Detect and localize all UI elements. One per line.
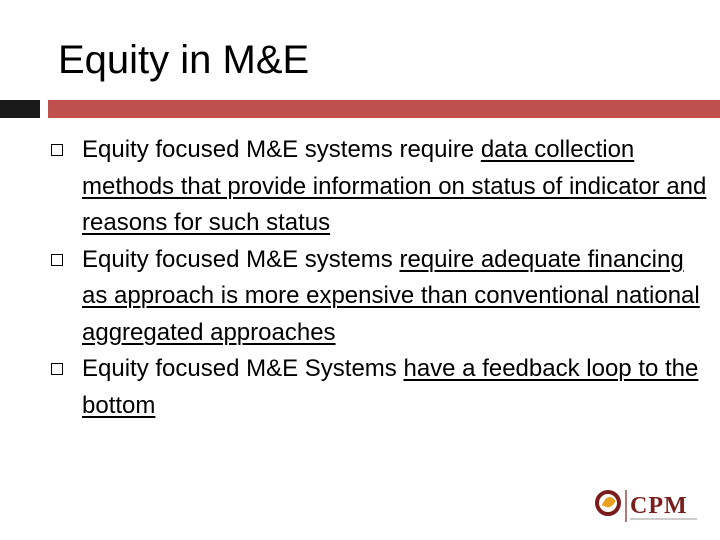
square-bullet-icon [51, 254, 63, 266]
bullet-item [48, 351, 708, 424]
slide-title: Equity in M&E [58, 38, 310, 82]
logo-swirl-icon [602, 497, 615, 506]
bullet-underlined-text: require adequate financing as approach is more expensive than conventional national aggregated approaches [82, 245, 700, 346]
cpm-logo [593, 486, 703, 526]
bullet-text: Equity focused M&E systems require [82, 136, 481, 163]
logo-text: CPM [630, 493, 688, 519]
title-rule-accent [48, 100, 720, 118]
bullet-item [48, 132, 708, 242]
bullet-underlined-text: have a feedback loop to the bottom [82, 355, 699, 419]
bullet-list [48, 132, 708, 424]
square-bullet-icon [51, 144, 63, 156]
title-rule-dark [0, 100, 40, 118]
square-bullet-icon [51, 363, 63, 375]
bullet-text: Equity focused M&E systems [82, 245, 400, 273]
bullet-item [48, 242, 708, 352]
bullet-underlined-text: data collection methods that provide information on status of indicator and reasons for such status [82, 136, 707, 236]
bullet-text: Equity focused M&E Systems [82, 355, 404, 382]
